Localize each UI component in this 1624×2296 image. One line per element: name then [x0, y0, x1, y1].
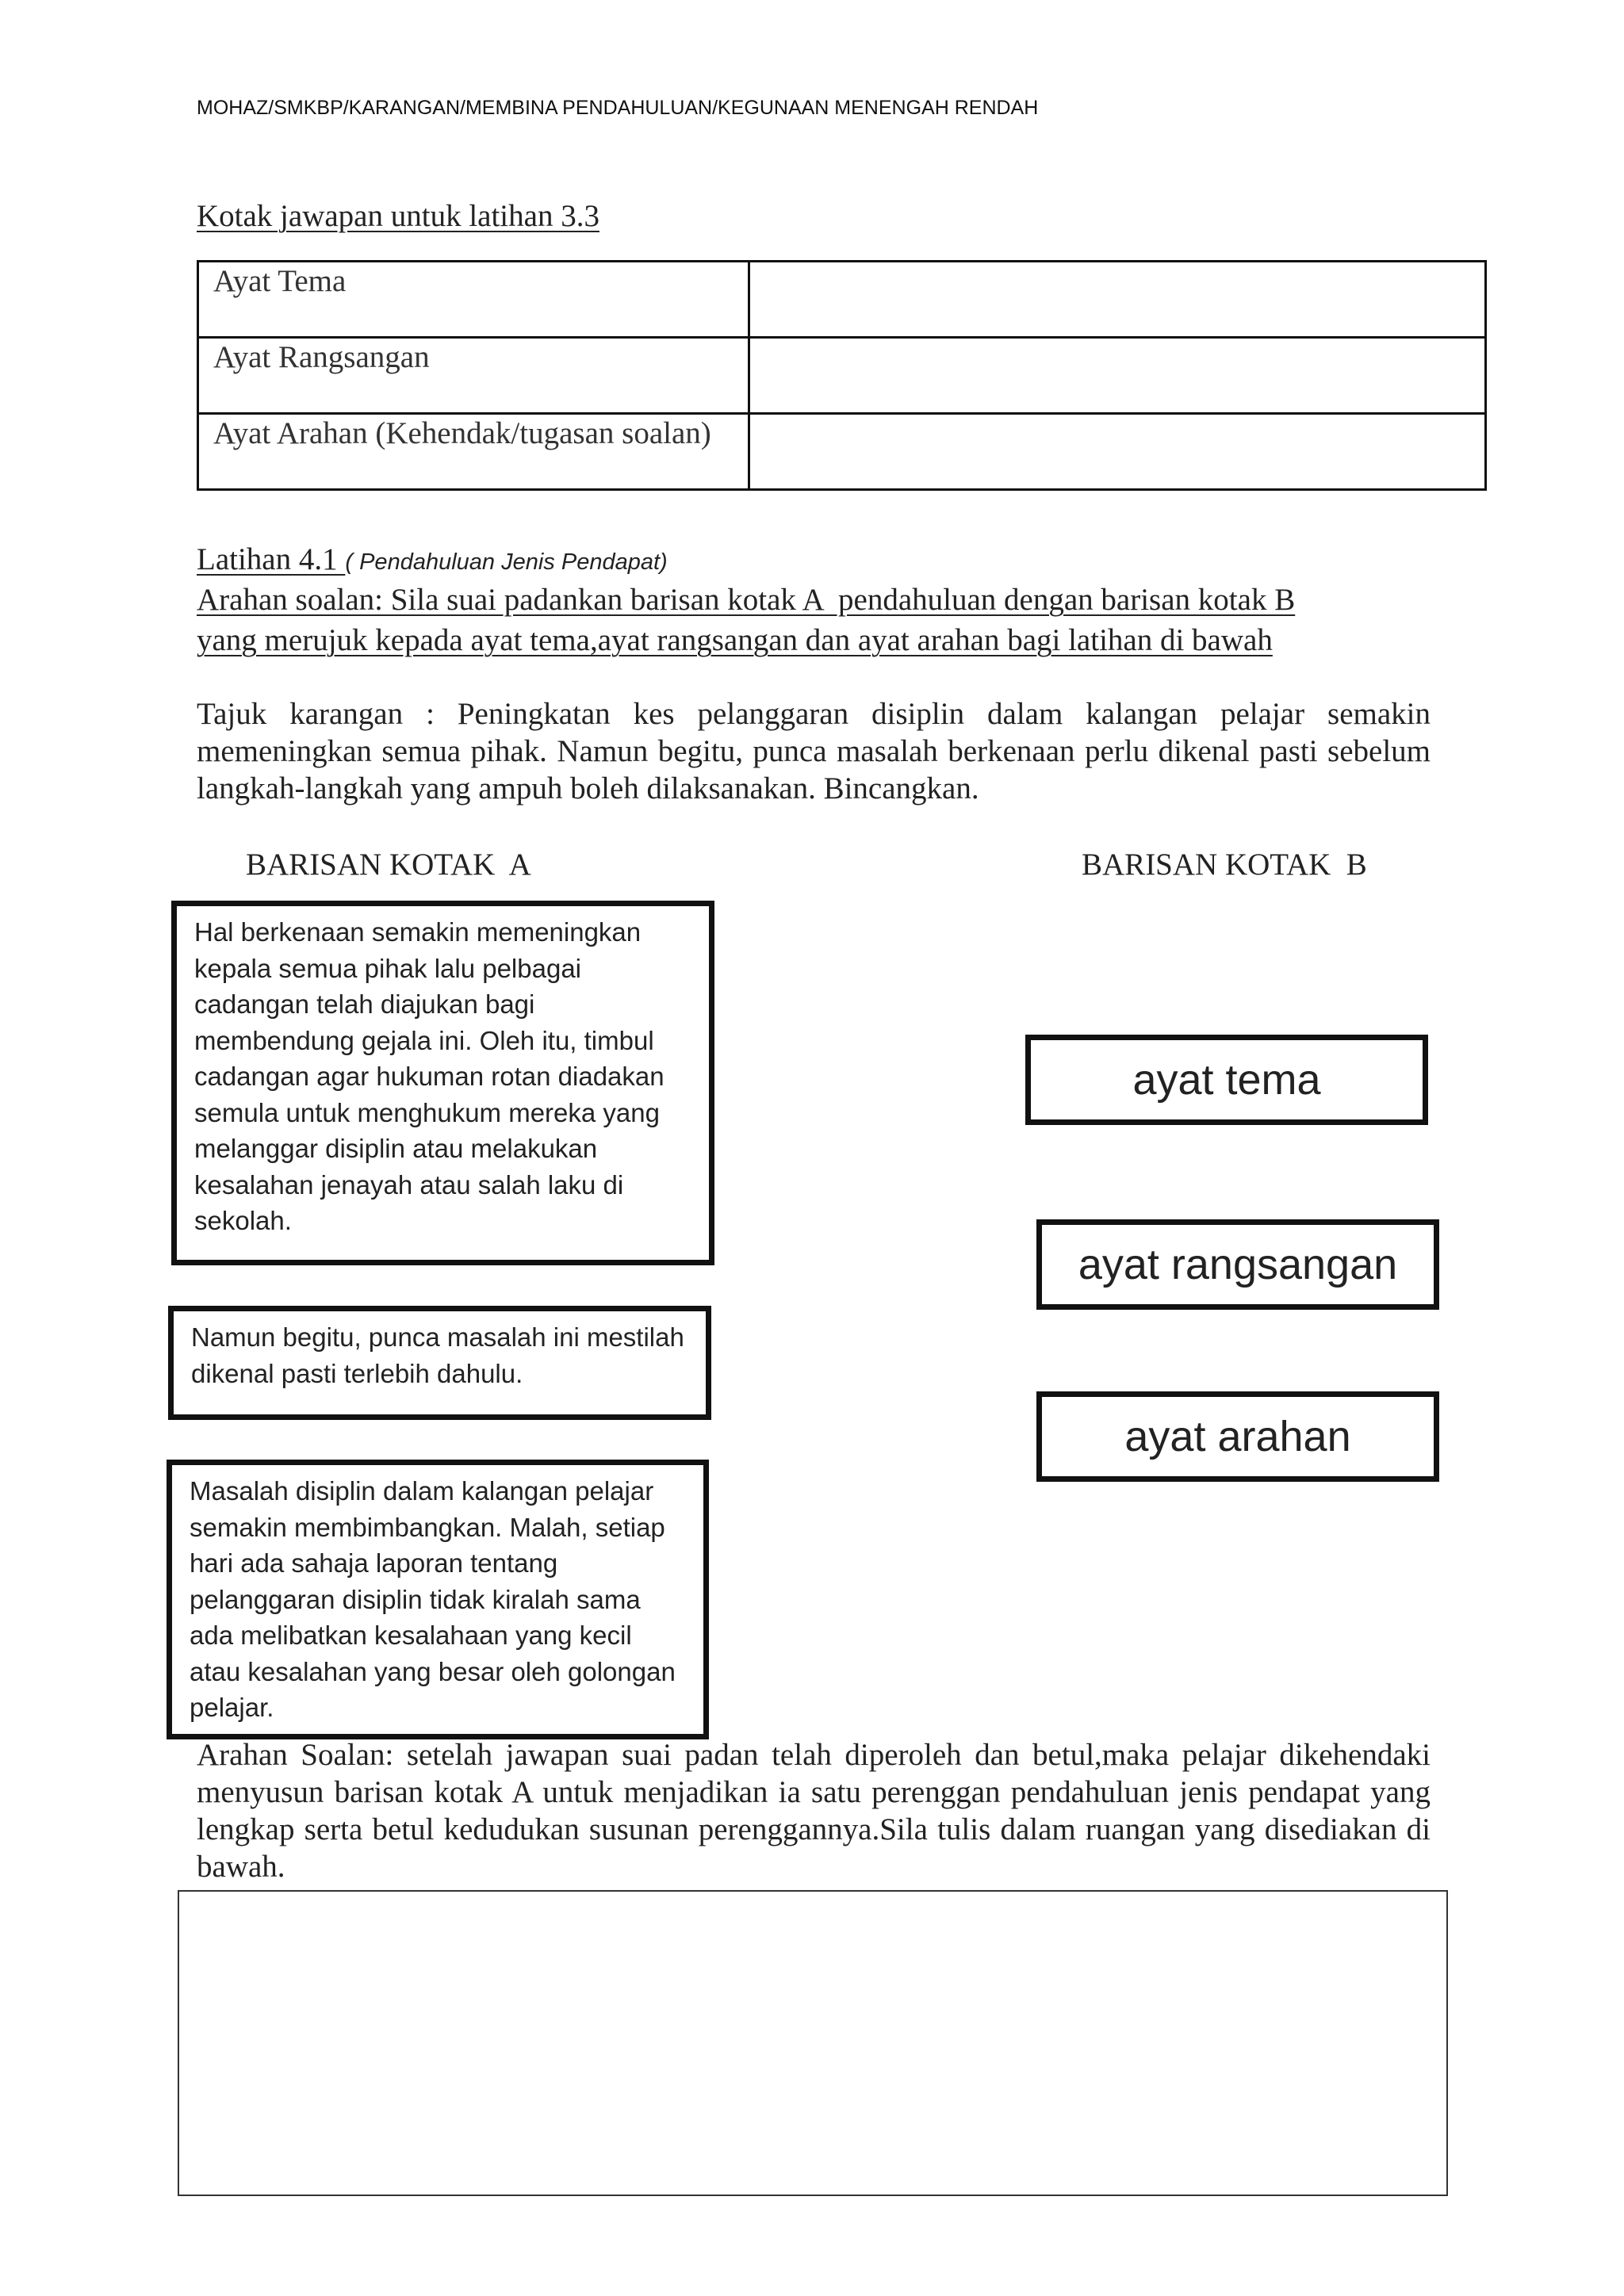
- table-row: [198, 414, 1486, 490]
- box-b-ayat-rangsangan: ayat rangsangan: [1036, 1219, 1439, 1310]
- table-row: [198, 338, 1486, 414]
- table-row: [198, 262, 1486, 338]
- box-a-1: Hal berkenaan semakin memeningkan kepala semua pihak lalu pelbagai cadangan telah diajukan bagi membendung gejala ini. Oleh itu, timbul cadangan agar hukuman rotan diadakan semula untuk menghukum mereka yang melanggar disiplin atau melakukan kesalahan jenayah atau salah laku di sekolah.: [171, 901, 714, 1265]
- box-b-ayat-tema: ayat tema: [1025, 1035, 1428, 1125]
- exercise-4-1-subtitle: Pendahuluan Jenis Pendapat: [359, 549, 661, 575]
- box-a-2: Namun begitu, punca masalah ini mestilah dikenal pasti terlebih dahulu.: [168, 1306, 711, 1420]
- page-header: MOHAZ/SMKBP/KARANGAN/MEMBINA PENDAHULUAN/KEGUNAAN MENENGAH RENDAH: [197, 97, 1039, 119]
- final-instruction: Arahan Soalan: setelah jawapan suai padan telah diperoleh dan betul,maka pelajar dikehendaki menyusun barisan kotak A untuk menjadikan ia satu perenggan pendahuluan jenis pendapat yang lengkap serta betul kedudukan susunan perenggannya.Sila tulis dalam ruangan yang disediakan di bawah.: [197, 1738, 1431, 1884]
- essay-title: Tajuk karangan : Peningkatan kes pelanggaran disiplin dalam kalangan pelajar semakin memeningkan semua pihak. Namun begitu, punca masalah berkenaan perlu dikenal pasti sebelum langkah-langkah yang ampuh boleh dilaksanakan. Bincangkan.: [197, 697, 1431, 806]
- row-label-ayat-arahan: Ayat Arahan (Kehendak/tugasan soalan): [198, 414, 749, 490]
- exercise-3-3-title: Kotak jawapan untuk latihan 3.3: [197, 199, 599, 233]
- instruction-line-1: Arahan soalan: Sila suai padankan barisan kotak A pendahuluan dengan barisan kotak B: [197, 583, 1296, 617]
- answer-cell-ayat-tema[interactable]: [749, 262, 1486, 338]
- column-b-heading: BARISAN KOTAK B: [1082, 848, 1367, 882]
- box-b-ayat-arahan: ayat arahan: [1036, 1391, 1439, 1482]
- instruction-line-2: yang merujuk kepada ayat tema,ayat rangsangan dan ayat arahan bagi latihan di bawah: [197, 623, 1273, 657]
- column-a-heading: BARISAN KOTAK A: [246, 848, 531, 882]
- answer-cell-ayat-arahan[interactable]: [749, 414, 1486, 490]
- exercise-4-1-title: Latihan 4.1: [197, 542, 346, 576]
- exercise-3-3-table: [197, 260, 1487, 491]
- answer-cell-ayat-rangsangan[interactable]: [749, 338, 1486, 414]
- exercise-4-1-heading: Latihan 4.1 ( Pendahuluan Jenis Pendapat): [197, 542, 668, 576]
- row-label-ayat-rangsangan: Ayat Rangsangan: [198, 338, 749, 414]
- box-a-3: Masalah disiplin dalam kalangan pelajar semakin membimbangkan. Malah, setiap hari ada sahaja laporan tentang pelanggaran disiplin tidak kiralah sama ada melibatkan kesalahaan yang kecil atau kesalahan yang besar oleh golongan pelajar.: [167, 1460, 709, 1739]
- row-label-ayat-tema: Ayat Tema: [198, 262, 749, 338]
- answer-writing-area[interactable]: [178, 1890, 1448, 2196]
